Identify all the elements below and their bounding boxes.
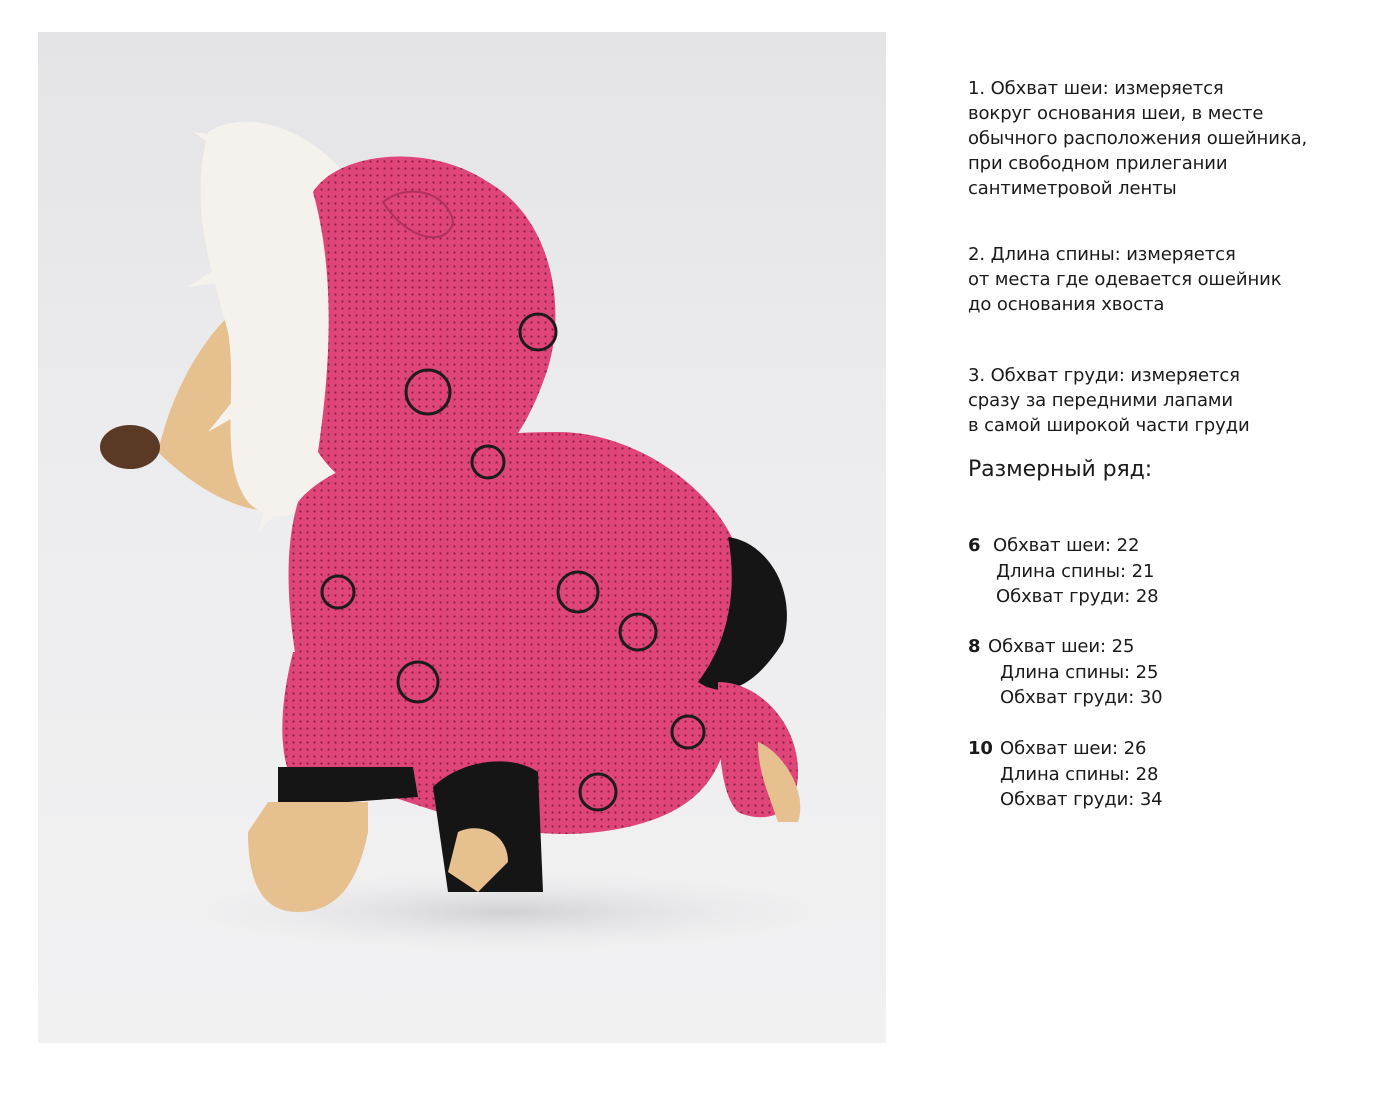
- dog-jumpsuit-illustration: [38, 32, 886, 1043]
- size-block-10: [968, 736, 1163, 813]
- size-number: 6: [968, 535, 981, 556]
- size-neck: Обхват шеи: 25: [988, 636, 1135, 657]
- size-back: Длина спины: 25: [1000, 661, 1159, 683]
- size-number: 8: [968, 636, 981, 657]
- instruction-neck: 1. Обхват шеи: измеряется вокруг основания шеи, в месте обычного расположения ошейника, при свободном прилегании сантиметровой ленты: [968, 78, 1308, 199]
- size-chest: Обхват груди: 34: [1000, 789, 1163, 810]
- size-chest: Обхват груди: 30: [1000, 687, 1163, 708]
- size-number: 10: [968, 738, 993, 759]
- size-block-8: [968, 634, 1163, 711]
- size-chest: Обхват груди: 28: [996, 586, 1159, 607]
- sizes-title: Размерный ряд:: [968, 457, 1153, 482]
- size-neck: Обхват шеи: 26: [1000, 738, 1147, 759]
- size-neck: Обхват шеи: 22: [993, 535, 1140, 556]
- size-back: Длина спины: 28: [1000, 763, 1159, 785]
- product-photo: [38, 32, 886, 1043]
- size-block-6: [968, 533, 1159, 610]
- size-back: Длина спины: 21: [996, 560, 1155, 582]
- instruction-back-length: 2. Длина спины: измеряется от места где одевается ошейник до основания хвоста: [968, 244, 1282, 315]
- instruction-chest: 3. Обхват груди: измеряется сразу за передними лапами в самой широкой части груди: [968, 365, 1250, 436]
